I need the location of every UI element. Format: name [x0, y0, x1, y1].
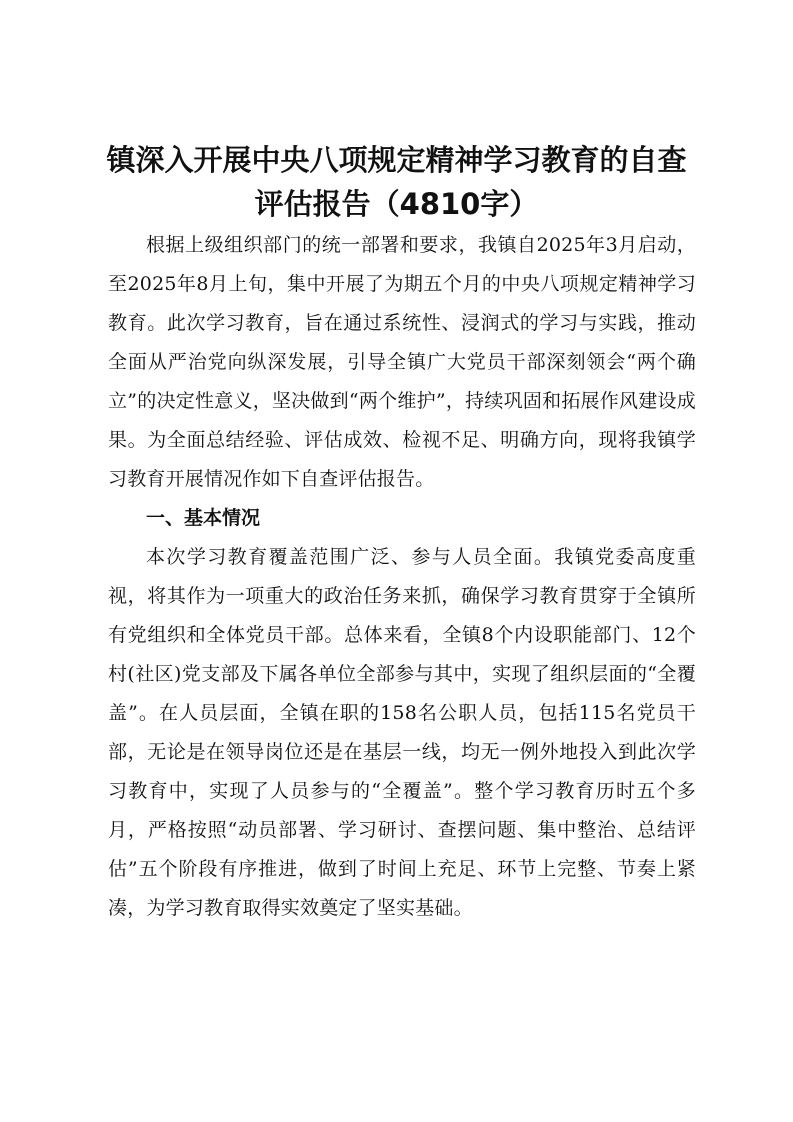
- intro-paragraph: 根据上级组织部门的统一部署和要求，我镇自2025年3月启动，至2025年8月上旬，集中开展了为期五个月的中央八项规定精神学习教育。此次学习教育，旨在通过系统性、浸润式的学习与实践，推动全面从严治党向纵深发展，引导全镇广大党员干部深刻领会“两个确立”的决定性意义，坚决做到“两个维护”，持续巩固和拓展作风建设成果。为全面总结经验、评估成效、检视不足、明确方向，现将我镇学习教育开展情况作如下自查评估报告。: [108, 234, 696, 490]
- document-body: [108, 226, 696, 928]
- section-heading-basic-situation: 一、基本情况: [146, 507, 261, 529]
- section-paragraph-basic-situation: 本次学习教育覆盖范围广泛、参与人员全面。我镇党委高度重视，将其作为一项重大的政治任务来抓，确保学习教育贯穿于全镇所有党组织和全体党员干部。总体来看，全镇8个内设职能部门、12个村(社区)党支部及下属各单位全部参与其中，实现了组织层面的“全覆盖”。在人员层面，全镇在职的158名公职人员，包括115名党员干部，无论是在领导岗位还是在基层一线，均无一例外地投入到此次学习教育中，实现了人员参与的“全覆盖”。整个学习教育历时五个多月，严格按照“动员部署、学习研讨、查摆问题、集中整治、总结评估”五个阶段有序推进，做到了时间上充足、环节上完整、节奏上紧凑，为学习教育取得实效奠定了坚实基础。: [108, 546, 696, 919]
- title-line-2: 评估报告（4810字）: [254, 187, 539, 221]
- title-line-1: 镇深入开展中央八项规定精神学习教育的自查: [106, 143, 687, 177]
- document-title: [70, 138, 723, 226]
